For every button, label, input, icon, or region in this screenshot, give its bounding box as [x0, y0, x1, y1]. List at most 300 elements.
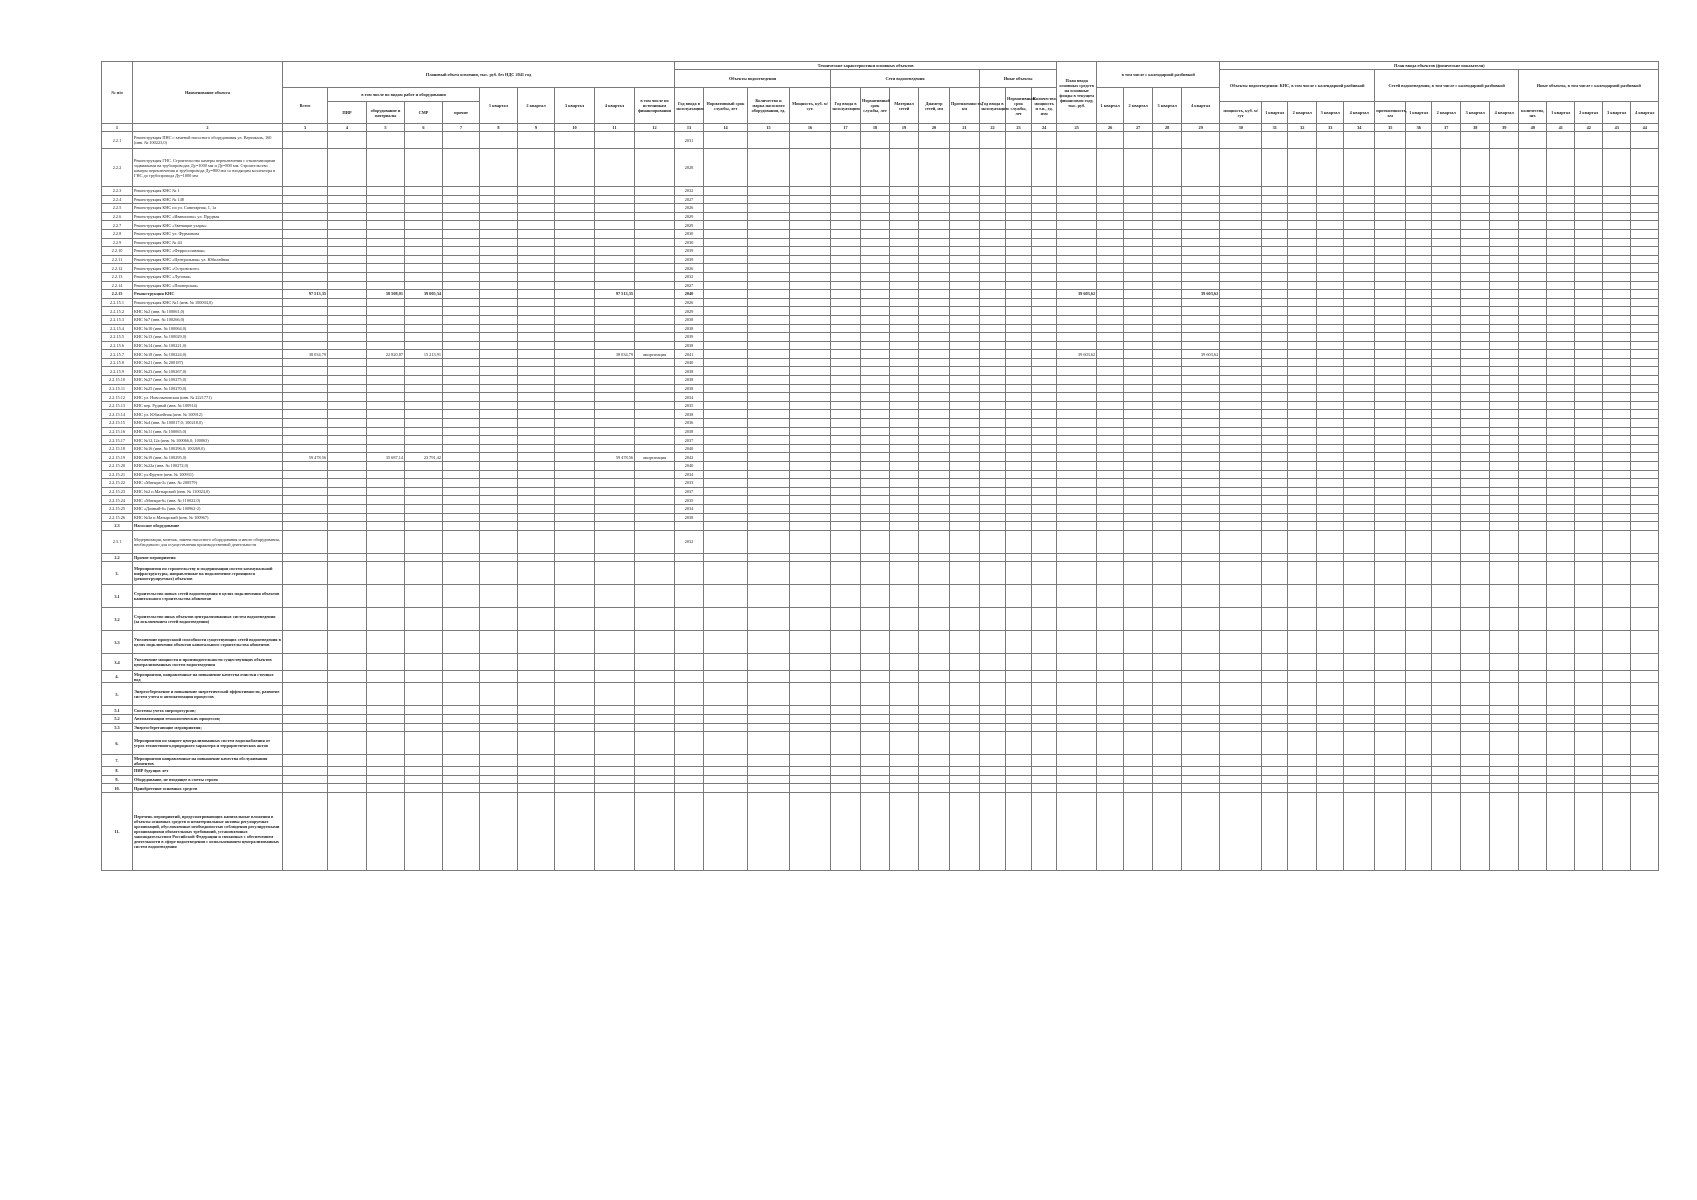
cell: [1124, 410, 1153, 419]
cell: [367, 419, 405, 428]
cell: [1406, 470, 1432, 479]
cell: [919, 714, 950, 723]
cell: [1406, 384, 1432, 393]
cell: [595, 238, 635, 247]
cell: [1344, 341, 1375, 350]
cell: [861, 792, 890, 870]
cell: [1262, 307, 1288, 316]
cell: [1288, 384, 1317, 393]
cell: [1461, 683, 1490, 706]
cell: [1006, 376, 1032, 385]
cell: 2038: [675, 324, 704, 333]
cell: [635, 290, 675, 299]
cell: [919, 315, 950, 324]
cell: [1490, 229, 1519, 238]
cell: [405, 281, 443, 290]
cell: [1124, 324, 1153, 333]
cell: [790, 631, 831, 654]
cell: [704, 238, 748, 247]
row-number: 2.2.15: [102, 290, 133, 299]
cell: [1575, 487, 1603, 496]
cell: [595, 410, 635, 419]
cell: [748, 358, 790, 367]
cell: [980, 247, 1006, 256]
cell: [367, 333, 405, 342]
row-number: 2.2.15.11: [102, 384, 133, 393]
cell: [328, 255, 367, 264]
cell: [861, 608, 890, 631]
cell: [1344, 470, 1375, 479]
cell: [950, 401, 980, 410]
cell: [1432, 723, 1461, 732]
cell: [1317, 479, 1344, 488]
cell: [1097, 562, 1124, 585]
cell: [831, 149, 861, 187]
cell: [1603, 706, 1631, 715]
object-name: КНС №27 (инв. № 100275,0): [133, 376, 283, 385]
cell: [704, 513, 748, 522]
cell: [635, 247, 675, 256]
cell: [1032, 376, 1057, 385]
row-number: 2.2.15.25: [102, 504, 133, 513]
cell: [890, 444, 919, 453]
cell: [790, 436, 831, 445]
column-number: 36: [1406, 124, 1432, 132]
column-number: 7: [443, 124, 480, 132]
cell: [1375, 315, 1406, 324]
cell: [1182, 187, 1220, 196]
cell: [1032, 723, 1057, 732]
cell: [405, 444, 443, 453]
cell: [890, 255, 919, 264]
cell: [1262, 401, 1288, 410]
cell: [1575, 496, 1603, 505]
object-name: Модернизация, монтаж, замена насосного оборудования и иного оборудования, необходимого для осуществления производственной деятельности: [133, 530, 283, 553]
cell: [328, 272, 367, 281]
cell: [1547, 732, 1575, 755]
cell: [405, 315, 443, 324]
cell: [1006, 436, 1032, 445]
header-financing: в том числе по источникам финансирования: [635, 88, 675, 124]
cell: [367, 221, 405, 230]
cell: [748, 436, 790, 445]
cell: [328, 401, 367, 410]
cell: [1032, 513, 1057, 522]
cell: [595, 281, 635, 290]
object-name: КНС №2 п.Матырский (инв. № 110024,0): [133, 487, 283, 496]
cell: [1519, 462, 1547, 471]
cell: [1153, 755, 1182, 767]
cell: [1124, 530, 1153, 553]
cell: [790, 562, 831, 585]
cell: [1057, 358, 1097, 367]
cell: [518, 723, 555, 732]
cell: [1406, 419, 1432, 428]
cell: [1575, 723, 1603, 732]
cell: [1631, 504, 1659, 513]
cell: [980, 462, 1006, 471]
cell: [283, 631, 328, 654]
cell: [748, 247, 790, 256]
cell: [1288, 755, 1317, 767]
cell: [1406, 333, 1432, 342]
cell: [1547, 775, 1575, 784]
cell: 2040: [675, 358, 704, 367]
cell: [675, 683, 704, 706]
cell: [1575, 401, 1603, 410]
cell: [1153, 333, 1182, 342]
cell: [1344, 212, 1375, 221]
cell: [1603, 453, 1631, 462]
cell: [1262, 654, 1288, 671]
cell: [919, 212, 950, 221]
cell: [1519, 255, 1547, 264]
cell: [919, 683, 950, 706]
cell: [1631, 553, 1659, 562]
cell: [1631, 281, 1659, 290]
cell: [1288, 315, 1317, 324]
cell: [518, 187, 555, 196]
cell: [1631, 419, 1659, 428]
header-po-capacity: мощность, куб. м/сут: [1220, 102, 1262, 124]
cell: [1057, 487, 1097, 496]
cell: [831, 732, 861, 755]
header-physical-objects: Объекты водоотведения: КНС, в том числе с календарной разбивкой: [1220, 70, 1375, 102]
cell: [1432, 608, 1461, 631]
cell: [748, 333, 790, 342]
cell: [1461, 247, 1490, 256]
cell: [1519, 784, 1547, 793]
cell: [1490, 504, 1519, 513]
cell: [748, 204, 790, 213]
cell: [1490, 654, 1519, 671]
cell: [704, 221, 748, 230]
cell: [1432, 631, 1461, 654]
cell: [1182, 513, 1220, 522]
cell: [980, 470, 1006, 479]
cell: [480, 522, 518, 531]
cell: [1032, 264, 1057, 273]
cell: [1461, 496, 1490, 505]
cell: [1262, 513, 1288, 522]
cell: [1461, 714, 1490, 723]
cell: [1631, 427, 1659, 436]
cell: [1432, 706, 1461, 715]
cell: [1317, 247, 1344, 256]
cell: [831, 436, 861, 445]
cell: [1182, 767, 1220, 776]
header-no: № п/п: [102, 62, 133, 124]
cell: [283, 195, 328, 204]
cell: [919, 238, 950, 247]
cell: [1575, 324, 1603, 333]
cell: [950, 187, 980, 196]
cell: [555, 470, 595, 479]
cell: [443, 631, 480, 654]
cell: [890, 683, 919, 706]
cell: [555, 393, 595, 402]
cell: [1432, 444, 1461, 453]
cell: [980, 350, 1006, 359]
cell: [980, 553, 1006, 562]
cell: [1288, 341, 1317, 350]
column-number: 29: [1182, 124, 1220, 132]
table-row: [102, 470, 1659, 479]
cell: [1631, 487, 1659, 496]
cell: [1288, 132, 1317, 149]
cell: [405, 513, 443, 522]
cell: [1262, 333, 1288, 342]
cell: [405, 204, 443, 213]
cell: [1461, 419, 1490, 428]
cell: [919, 775, 950, 784]
header-px-q4: 4 квартал: [1631, 102, 1659, 124]
cell: [367, 608, 405, 631]
cell: [1406, 307, 1432, 316]
cell: [704, 683, 748, 706]
cell: [1344, 654, 1375, 671]
cell: [1182, 315, 1220, 324]
cell: [1262, 419, 1288, 428]
cell: [861, 290, 890, 299]
cell: [1375, 755, 1406, 767]
cell: [1220, 732, 1262, 755]
cell: [1406, 784, 1432, 793]
cell: [1288, 714, 1317, 723]
cell: [443, 706, 480, 715]
cell: 2032: [675, 530, 704, 553]
cell: [919, 247, 950, 256]
cell: [1344, 195, 1375, 204]
cell: [861, 732, 890, 755]
cell: [328, 264, 367, 273]
object-name: КНС №18 (инв. № 100224,0): [133, 350, 283, 359]
cell: [1097, 784, 1124, 793]
cell: [555, 367, 595, 376]
cell: [919, 723, 950, 732]
column-number: 41: [1547, 124, 1575, 132]
cell: [480, 723, 518, 732]
cell: [1262, 281, 1288, 290]
cell: [1057, 530, 1097, 553]
cell: [1262, 384, 1288, 393]
cell: [1432, 212, 1461, 221]
cell: [831, 714, 861, 723]
cell: [1406, 229, 1432, 238]
cell: [1575, 255, 1603, 264]
cell: [405, 755, 443, 767]
cell: [283, 401, 328, 410]
cell: [861, 221, 890, 230]
cell: [890, 631, 919, 654]
cell: [1057, 298, 1097, 307]
cell: [950, 255, 980, 264]
cell: [1519, 264, 1547, 273]
column-number: 28: [1153, 124, 1182, 132]
cell: [1461, 187, 1490, 196]
cell: [1220, 654, 1262, 671]
cell: [1344, 792, 1375, 870]
row-number: 2.2.15.13: [102, 401, 133, 410]
cell: [1006, 792, 1032, 870]
cell: [1344, 298, 1375, 307]
cell: [831, 585, 861, 608]
cell: [283, 522, 328, 531]
cell: 39 603,62: [1182, 290, 1220, 299]
cell: [1575, 775, 1603, 784]
cell: [790, 755, 831, 767]
cell: [919, 376, 950, 385]
cell: [1032, 504, 1057, 513]
cell: [748, 487, 790, 496]
cell: [704, 496, 748, 505]
cell: [595, 255, 635, 264]
cell: [1375, 470, 1406, 479]
cell: [518, 384, 555, 393]
cell: [890, 358, 919, 367]
cell: [790, 427, 831, 436]
cell: [443, 732, 480, 755]
cell: [1575, 410, 1603, 419]
cell: [1519, 298, 1547, 307]
cell: [1182, 784, 1220, 793]
cell: [555, 671, 595, 683]
cell: [1519, 324, 1547, 333]
cell: [790, 453, 831, 462]
row-number: 2.2.13: [102, 272, 133, 281]
column-number: 8: [480, 124, 518, 132]
cell: [367, 247, 405, 256]
cell: [1375, 683, 1406, 706]
cell: [1575, 683, 1603, 706]
cell: [595, 229, 635, 238]
cell: [1057, 436, 1097, 445]
cell: [831, 238, 861, 247]
cell: [367, 149, 405, 187]
cell: 39 005,34: [405, 290, 443, 299]
cell: [704, 479, 748, 488]
table-row: [102, 453, 1659, 462]
table-row: [102, 706, 1659, 715]
cell: [480, 393, 518, 402]
header-capacity: Мощность, куб. м/сут.: [790, 88, 831, 124]
cell: [328, 631, 367, 654]
cell: [1097, 264, 1124, 273]
row-number: 3.4: [102, 654, 133, 671]
cell: [1461, 149, 1490, 187]
cell: [1182, 462, 1220, 471]
cell: [980, 479, 1006, 488]
cell: [1153, 290, 1182, 299]
cell: [1057, 393, 1097, 402]
cell: [1097, 723, 1124, 732]
column-number: 39: [1490, 124, 1519, 132]
cell: [1344, 513, 1375, 522]
cell: [1461, 393, 1490, 402]
cell: [704, 427, 748, 436]
cell: [1519, 333, 1547, 342]
cell: [1153, 187, 1182, 196]
cell: [1057, 376, 1097, 385]
cell: [1432, 496, 1461, 505]
cell: [890, 784, 919, 793]
cell: [405, 307, 443, 316]
cell: [831, 333, 861, 342]
cell: [1490, 444, 1519, 453]
cell: [980, 298, 1006, 307]
cell: [635, 358, 675, 367]
cell: [595, 775, 635, 784]
cell: [595, 444, 635, 453]
cell: [861, 462, 890, 471]
cell: [367, 384, 405, 393]
cell: [704, 298, 748, 307]
header-px-q2: 2 квартал: [1575, 102, 1603, 124]
cell: [405, 272, 443, 281]
cell: [405, 732, 443, 755]
cell: [831, 631, 861, 654]
cell: [1317, 149, 1344, 187]
cell: [1344, 522, 1375, 531]
cell: [1519, 401, 1547, 410]
cell: [1317, 496, 1344, 505]
cell: [1406, 221, 1432, 230]
cell: [518, 324, 555, 333]
cell: [1182, 553, 1220, 562]
cell: [1124, 671, 1153, 683]
cell: [518, 350, 555, 359]
cell: [1375, 149, 1406, 187]
cell: [831, 723, 861, 732]
cell: [1097, 195, 1124, 204]
cell: [595, 376, 635, 385]
cell: [1375, 298, 1406, 307]
cell: [1220, 132, 1262, 149]
cell: [405, 504, 443, 513]
cell: [1406, 631, 1432, 654]
cell: [1490, 496, 1519, 505]
cell: [1344, 723, 1375, 732]
cell: [480, 631, 518, 654]
cell: [1220, 221, 1262, 230]
cell: [1575, 272, 1603, 281]
cell: [1006, 324, 1032, 333]
table-row: [102, 784, 1659, 793]
table-row: [102, 204, 1659, 213]
cell: [1519, 367, 1547, 376]
cell: [328, 522, 367, 531]
cell: [480, 496, 518, 505]
cell: [748, 187, 790, 196]
cell: [1631, 755, 1659, 767]
cell: [1575, 264, 1603, 273]
cell: [1461, 324, 1490, 333]
cell: [861, 264, 890, 273]
cell: [1406, 479, 1432, 488]
cell: [890, 755, 919, 767]
cell: [283, 654, 328, 671]
cell: [443, 755, 480, 767]
cell: [1006, 671, 1032, 683]
cell: [748, 671, 790, 683]
cell: [980, 631, 1006, 654]
cell: [367, 367, 405, 376]
cell: [1375, 608, 1406, 631]
cell: [367, 462, 405, 471]
table-row: [102, 255, 1659, 264]
cell: [980, 419, 1006, 428]
cell: [405, 654, 443, 671]
